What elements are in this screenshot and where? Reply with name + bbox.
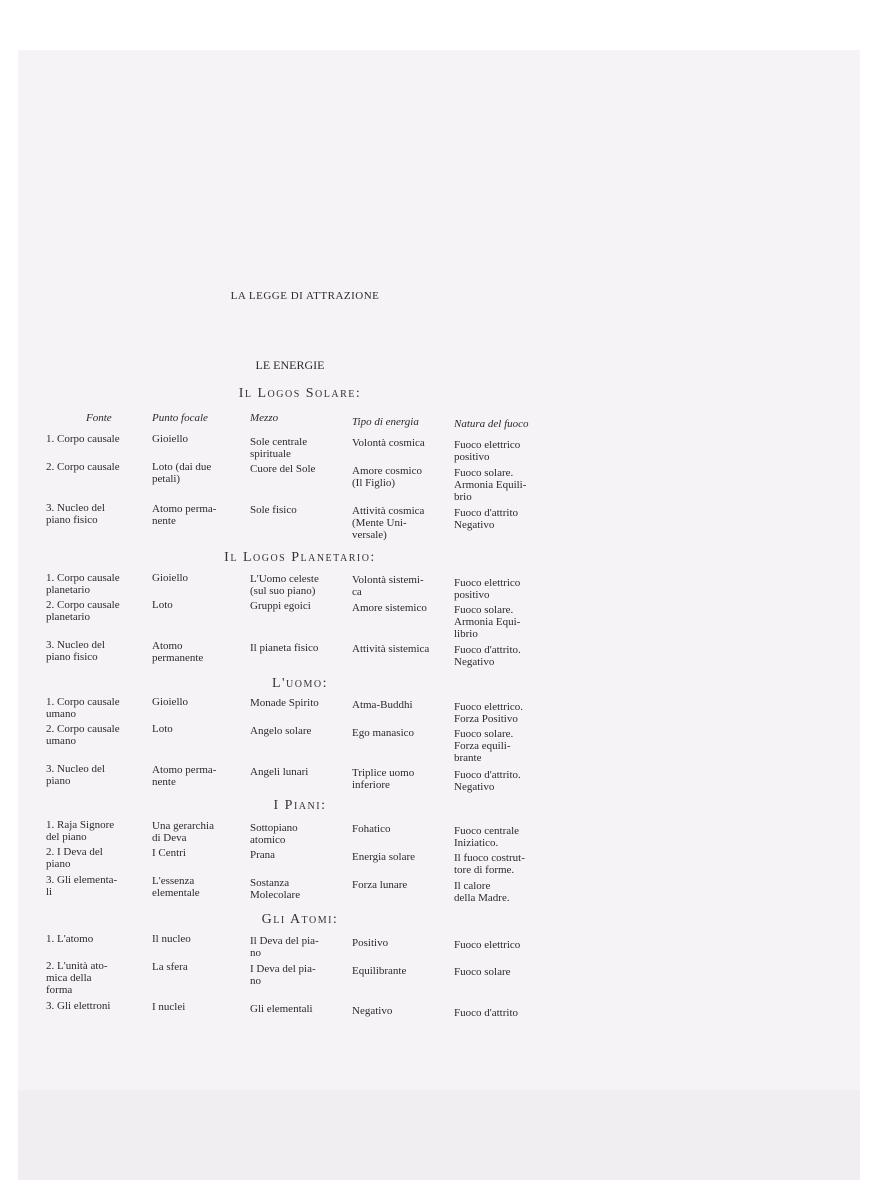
table-cell: Fuoco d'attrito. Negativo	[454, 769, 521, 793]
table-cell: Ego manasico	[352, 727, 415, 739]
table-cell: 3. Gli elementa- li	[46, 874, 118, 898]
table-cell: 3. Nucleo del piano fisico	[46, 502, 105, 526]
table-cell: Gioiello	[152, 696, 189, 708]
page-title: LE ENERGIE	[255, 358, 325, 372]
table-cell: Il pianeta fisico	[250, 642, 319, 654]
table-cell: Fuoco centrale Iniziatico.	[454, 825, 520, 849]
table-cell: Fuoco elettrico. Forza Positivo	[454, 701, 524, 725]
table-cell: 2. I Deva del piano	[46, 846, 103, 870]
table-cell: Gli elementali	[250, 1003, 313, 1015]
section-title-piani: I Piani:	[273, 798, 327, 813]
table-cell: Fuoco d'attrito Negativo	[454, 507, 519, 531]
table-cell: L'Uomo celeste (sul suo piano)	[250, 573, 319, 597]
table-cell: 3. Gli elettroni	[46, 1000, 111, 1012]
table-cell: Attività cosmica (Mente Uni- versale)	[352, 505, 425, 541]
table-cell: Loto	[152, 599, 173, 611]
table-cell: Cuore del Sole	[250, 463, 316, 475]
table-cell: Gioiello	[152, 572, 189, 584]
table-cell: Il fuoco costrut- tore di forme.	[454, 852, 525, 876]
table-cell: Fuoco solare. Armonia Equili- brio	[454, 467, 527, 503]
table-cell: 3. Nucleo del piano	[46, 763, 105, 787]
table-cell: Angeli lunari	[250, 766, 309, 778]
table-cell: Energia solare	[352, 851, 416, 863]
table-cell: Amore cosmico (Il Figlio)	[352, 465, 422, 489]
table-cell: Angelo solare	[250, 725, 312, 737]
table-cell: Triplice uomo inferiore	[352, 767, 415, 791]
table-cell: Fohatico	[352, 823, 391, 835]
column-header-natura-fuoco: Natura del fuoco	[454, 418, 529, 430]
table-cell: 1. Raja Signore del piano	[46, 819, 115, 843]
table-cell: Fuoco elettrico positivo	[454, 577, 521, 601]
table-cell: Atma-Buddhi	[352, 699, 413, 711]
table-cell: Volontà sistemi- ca	[352, 574, 424, 598]
column-header-punto-focale: Punto focale	[152, 412, 208, 424]
section-title-logos-solare: Il Logos Solare:	[238, 386, 362, 401]
table-cell: 2. Corpo causale planetario	[46, 599, 120, 623]
table-cell: Il Deva del pia- no	[250, 935, 319, 959]
table-cell: Negativo	[352, 1005, 393, 1017]
table-cell: I Deva del pia- no	[250, 963, 316, 987]
table-cell: Gioiello	[152, 433, 189, 445]
table-cell: Atomo permanente	[152, 640, 204, 664]
table-cell: I Centri	[152, 847, 186, 859]
table-cell: Positivo	[352, 937, 389, 949]
table-cell: 2. Corpo causale	[46, 461, 120, 473]
scan-shadow-band	[18, 1090, 860, 1180]
table-cell: Loto	[152, 723, 173, 735]
table-cell: 1. L'atomo	[46, 933, 94, 945]
table-cell: Equilibrante	[352, 965, 407, 977]
section-title-atomi: Gli Atomi:	[261, 912, 339, 927]
column-header-fonte: Fonte	[86, 412, 112, 424]
table-cell: Fuoco elettrico	[454, 939, 521, 951]
table-cell: 2. L'unità ato- mica della forma	[46, 960, 108, 996]
section-title-uomo: L'uomo:	[271, 676, 329, 691]
table-cell: Una gerarchia di Deva	[152, 820, 214, 844]
table-cell: Loto (dai due petali)	[152, 461, 212, 485]
table-cell: La sfera	[152, 961, 188, 973]
table-cell: Fuoco elettrico positivo	[454, 439, 521, 463]
table-cell: 2. Corpo causale umano	[46, 723, 120, 747]
table-cell: Amore sistemico	[352, 602, 427, 614]
table-cell: Atomo perma- nente	[152, 764, 217, 788]
table-cell: Gruppi egoici	[250, 600, 311, 612]
table-cell: Volontà cosmica	[352, 437, 425, 449]
table-cell: 1. Corpo causale umano	[46, 696, 120, 720]
table-cell: Fuoco solare. Armonia Equi- librio	[454, 604, 521, 640]
running-header: LA LEGGE DI ATTRAZIONE	[230, 290, 380, 302]
table-cell: Sottopiano atomico	[250, 822, 298, 846]
table-cell: Fuoco d'attrito	[454, 1007, 519, 1019]
table-cell: Sole fisico	[250, 504, 297, 516]
section-title-logos-planetario: Il Logos Planetario:	[224, 550, 376, 565]
table-cell: 3. Nucleo del piano fisico	[46, 639, 105, 663]
column-header-tipo-energia: Tipo di energia	[352, 416, 419, 428]
column-header-mezzo: Mezzo	[250, 412, 279, 424]
table-cell: Attività sistemica	[352, 643, 430, 655]
table-cell: Atomo perma- nente	[152, 503, 217, 527]
table-cell: Il calore della Madre.	[454, 880, 510, 904]
table-cell: Monade Spirito	[250, 697, 319, 709]
table-cell: Forza lunare	[352, 879, 408, 891]
table-cell: Il nucleo	[152, 933, 191, 945]
table-cell: Fuoco d'attrito. Negativo	[454, 644, 521, 668]
table-cell: Prana	[250, 849, 276, 861]
table-cell: Sostanza Molecolare	[250, 877, 301, 901]
table-cell: L'essenza elementale	[152, 875, 200, 899]
table-cell: 1. Corpo causale planetario	[46, 572, 120, 596]
table-cell: I nuclei	[152, 1001, 186, 1013]
table-cell: Sole centrale spirituale	[250, 436, 308, 460]
table-cell: 1. Corpo causale	[46, 433, 120, 445]
table-cell: Fuoco solare	[454, 966, 511, 978]
table-cell: Fuoco solare. Forza equili- brante	[454, 728, 514, 764]
